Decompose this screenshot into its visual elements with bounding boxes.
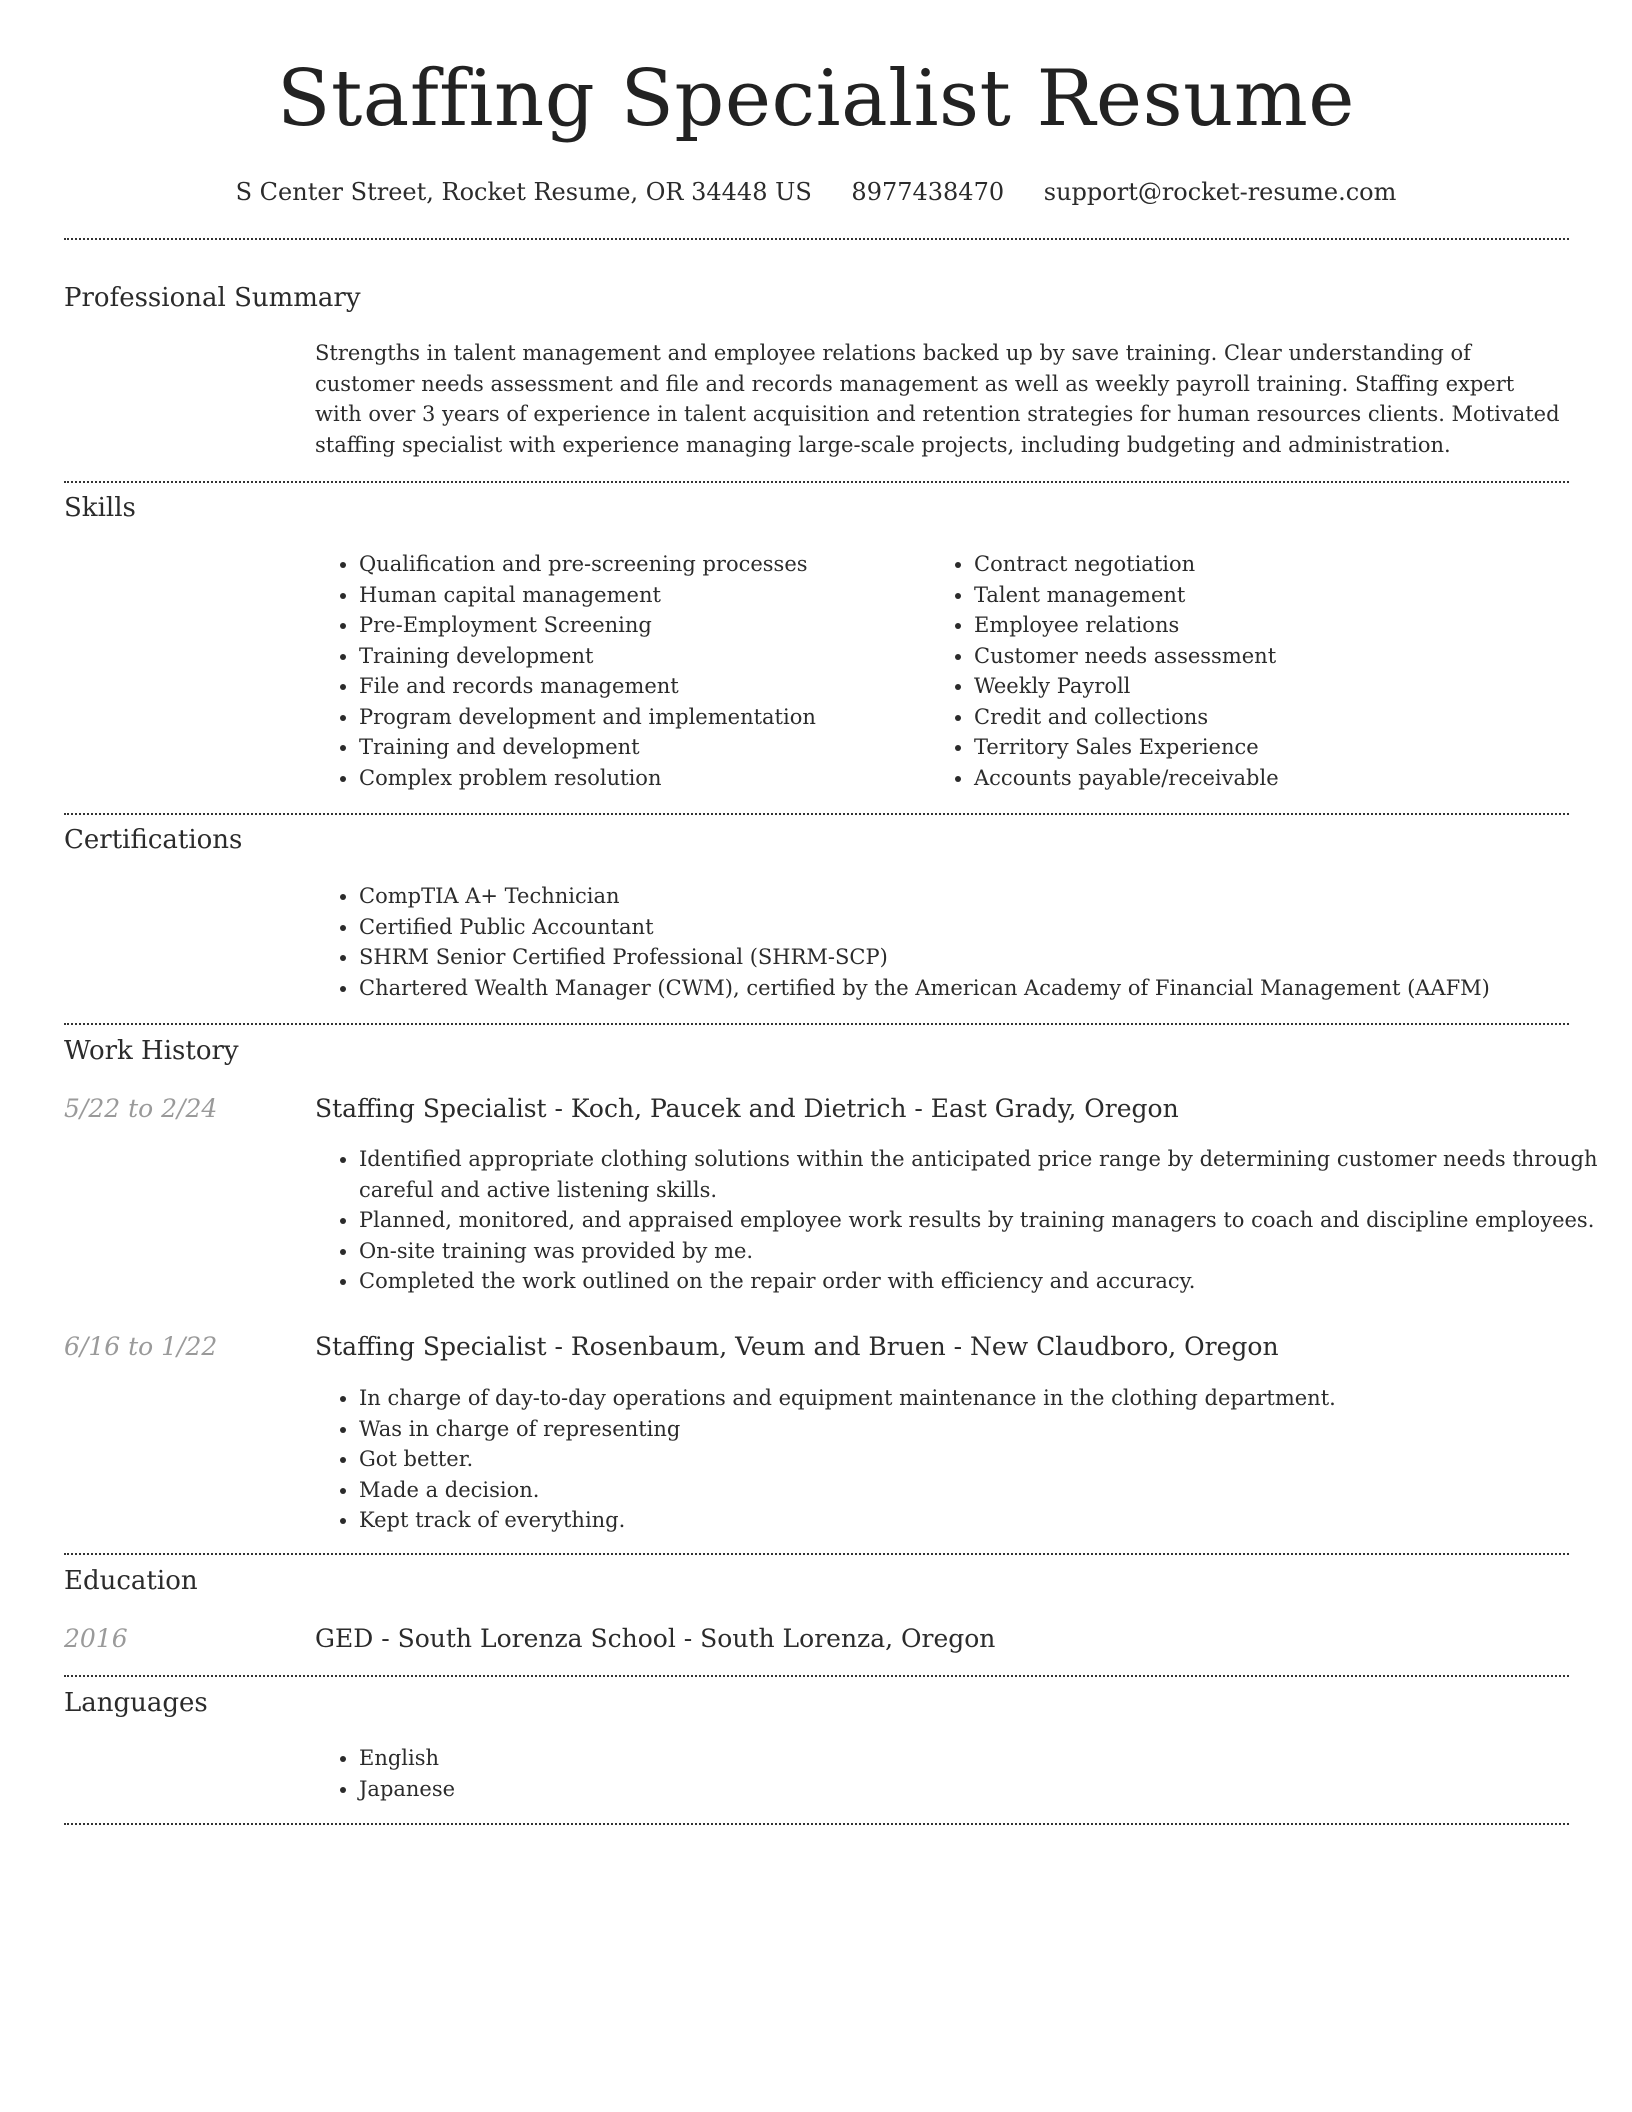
education-heading: Education bbox=[64, 1566, 198, 1596]
section-divider bbox=[64, 1023, 1569, 1025]
skill-item: • Accounts payable/receivable bbox=[974, 763, 1594, 794]
job-bullet: • Completed the work outlined on the repair order with efficiency and accuracy. bbox=[359, 1266, 1609, 1297]
section-divider bbox=[64, 481, 1569, 483]
job-bullet: • Planned, monitored, and appraised employee work results by training managers to coach and discipline employees. bbox=[359, 1205, 1609, 1236]
skill-item: • Customer needs assessment bbox=[974, 641, 1594, 672]
job-bullet: • On-site training was provided by me. bbox=[359, 1236, 1609, 1267]
skill-item: • Pre-Employment Screening bbox=[359, 610, 919, 641]
languages-list bbox=[315, 1743, 1609, 1804]
skill-item: • Territory Sales Experience bbox=[974, 732, 1594, 763]
section-divider bbox=[64, 238, 1569, 240]
skills-list-left bbox=[315, 549, 919, 793]
certifications-list bbox=[315, 881, 1609, 1003]
skill-item: • Talent management bbox=[974, 580, 1594, 611]
job-bullet: • Got better. bbox=[359, 1444, 1609, 1475]
education-year: 2016 bbox=[64, 1624, 128, 1653]
education-title: GED - South Lorenza School - South Lorenza, Oregon bbox=[315, 1624, 996, 1653]
certification-item: • Certified Public Accountant bbox=[359, 912, 1609, 943]
certification-item: • SHRM Senior Certified Professional (SHRM-SCP) bbox=[359, 942, 1609, 973]
skill-item: • Weekly Payroll bbox=[974, 671, 1594, 702]
job-dates: 6/16 to 1/22 bbox=[64, 1332, 218, 1361]
language-item: • English bbox=[359, 1743, 1609, 1774]
certification-item: • Chartered Wealth Manager (CWM), certified by the American Academy of Financial Management (AAFM) bbox=[359, 973, 1609, 1004]
skill-item: • Employee relations bbox=[974, 610, 1594, 641]
contact-line bbox=[0, 178, 1632, 206]
skill-item: • File and records management bbox=[359, 671, 919, 702]
section-divider bbox=[64, 813, 1569, 815]
skill-item: • Qualification and pre-screening processes bbox=[359, 549, 919, 580]
job-bullet: • Made a decision. bbox=[359, 1475, 1609, 1506]
skills-list-right bbox=[930, 549, 1594, 793]
resume-title: Staffing Specialist Resume bbox=[277, 54, 1355, 144]
job-bullet: • Identified appropriate clothing solutions within the anticipated price range by determining customer needs through careful and active listening skills. bbox=[359, 1144, 1609, 1205]
skill-item: • Training and development bbox=[359, 732, 919, 763]
language-item: • Japanese bbox=[359, 1774, 1609, 1805]
work-history-heading: Work History bbox=[64, 1036, 239, 1066]
job-dates: 5/22 to 2/24 bbox=[64, 1094, 218, 1123]
summary-heading: Professional Summary bbox=[64, 283, 361, 313]
skill-item: • Program development and implementation bbox=[359, 702, 919, 733]
skill-item: • Training development bbox=[359, 641, 919, 672]
section-divider bbox=[64, 1823, 1569, 1825]
summary-text: Strengths in talent management and employee relations backed up by save training. Clear understanding of customer needs assessment and file and records management as well as weekly payroll training. Staffing expert with over 3 years of experience in talent acquisition and retention strategies for human resources clients. Motivated staffing specialist with experience managing large-scale projects, including budgeting and administration. bbox=[315, 341, 1560, 457]
skill-item: • Complex problem resolution bbox=[359, 763, 919, 794]
certifications-heading: Certifications bbox=[64, 825, 243, 855]
contact-email: support@rocket-resume.com bbox=[1043, 178, 1397, 206]
skill-item: • Human capital management bbox=[359, 580, 919, 611]
skill-item: • Credit and collections bbox=[974, 702, 1594, 733]
job-bullets bbox=[315, 1383, 1609, 1536]
job-title: Staffing Specialist - Koch, Paucek and Dietrich - East Grady, Oregon bbox=[315, 1094, 1179, 1123]
certification-item: • CompTIA A+ Technician bbox=[359, 881, 1609, 912]
contact-address: S Center Street, Rocket Resume, OR 34448 US bbox=[235, 178, 812, 206]
job-bullet: • Kept track of everything. bbox=[359, 1505, 1609, 1536]
job-title: Staffing Specialist - Rosenbaum, Veum and Bruen - New Claudboro, Oregon bbox=[315, 1332, 1279, 1361]
job-bullet: • In charge of day-to-day operations and equipment maintenance in the clothing department. bbox=[359, 1383, 1609, 1414]
contact-phone: 8977438470 bbox=[851, 178, 1005, 206]
section-divider bbox=[64, 1553, 1569, 1555]
languages-heading: Languages bbox=[64, 1688, 208, 1718]
job-bullet: • Was in charge of representing bbox=[359, 1414, 1609, 1445]
skills-heading: Skills bbox=[64, 493, 136, 523]
job-bullets bbox=[315, 1144, 1609, 1297]
skill-item: • Contract negotiation bbox=[974, 549, 1594, 580]
section-divider bbox=[64, 1675, 1569, 1677]
